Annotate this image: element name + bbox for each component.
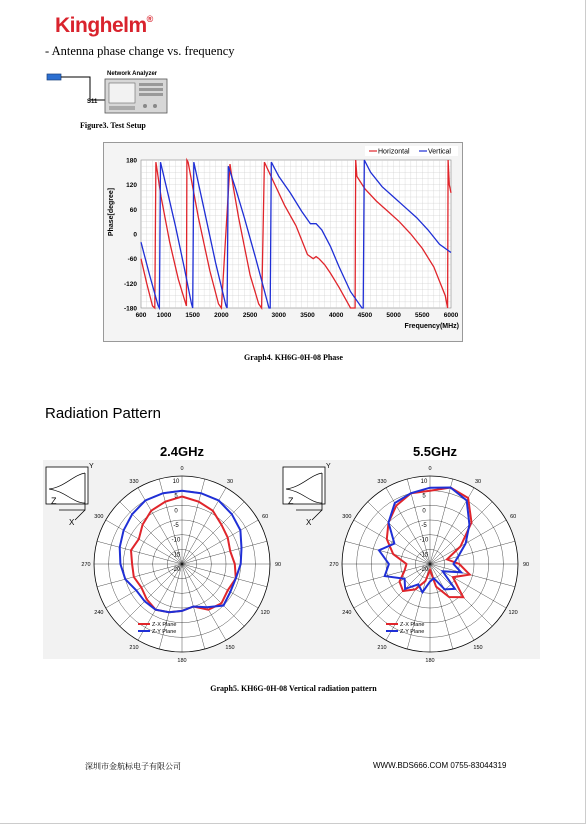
phase-legend <box>365 146 458 156</box>
radiation-title: Radiation Pattern <box>45 405 161 422</box>
figure3-caption: Figure3. Test Setup <box>80 121 146 130</box>
legend-horizontal: Horizontal <box>378 148 410 156</box>
polar-radial-tick: 0 <box>422 508 426 515</box>
polar-angle-tick: 240 <box>94 610 104 616</box>
phase-ytick: 0 <box>133 231 137 239</box>
polar-title-5-5: 5.5GHz <box>412 444 458 459</box>
phase-ylabel: Phase[degree] <box>108 187 115 237</box>
polar-legend-entry: Z-X Plane <box>152 622 177 628</box>
phase-xtick: 1000 <box>156 312 172 319</box>
phase-xtick: 1500 <box>185 312 200 319</box>
polar-radial-tick: 5 <box>174 493 178 500</box>
polar-angle-tick: 210 <box>377 645 387 652</box>
polar-angle-tick: 120 <box>260 610 270 616</box>
footer-contact: WWW.BDS666.COM 0755-83044319 <box>373 761 507 770</box>
port-label: S11 <box>87 99 98 105</box>
polar-radial-tick: -20 <box>171 567 181 573</box>
polar-angle-tick: 270 <box>81 562 91 568</box>
instrument-label: Network Analyzer <box>107 71 158 77</box>
polar-angle-tick: 300 <box>94 514 104 520</box>
polar-radial-tick: 10 <box>172 479 180 485</box>
radiation-panel <box>43 437 540 664</box>
polar-radial-tick: 10 <box>420 479 428 485</box>
polar-legend-entry: Z-Y Plane <box>152 629 177 635</box>
svg-text:X: X <box>69 518 75 527</box>
polar-angle-tick: 0 <box>180 466 184 472</box>
polar-angle-tick: 30 <box>226 478 234 485</box>
polar-angle-tick: 240 <box>342 610 352 616</box>
polar-angle-tick: 90 <box>522 562 530 568</box>
phase-ytick: 60 <box>129 206 137 214</box>
polar-radial-tick: -5 <box>173 523 179 529</box>
phase-xtick: 5000 <box>386 312 401 319</box>
phase-xtick: 3000 <box>271 312 287 319</box>
section-subtitle: - Antenna phase change vs. frequency <box>45 44 235 58</box>
polar-angle-tick: 0 <box>428 466 432 472</box>
phase-ytick: -120 <box>123 280 137 288</box>
phase-xtick: 3500 <box>300 312 315 319</box>
polar-radial-tick: 5 <box>422 493 426 500</box>
svg-text:X: X <box>306 518 312 527</box>
phase-ytick: 120 <box>126 182 137 190</box>
polar-angle-tick: 60 <box>262 514 269 520</box>
polar-title-2-4: 2.4GHz <box>159 444 205 459</box>
phase-ytick: 180 <box>126 157 137 165</box>
test-setup-figure <box>45 66 195 118</box>
polar-radial-tick: -10 <box>171 537 181 544</box>
phase-chart <box>103 142 463 342</box>
phase-xtick: 6000 <box>443 312 459 319</box>
phase-ytick: -60 <box>127 256 137 264</box>
svg-text:Y: Y <box>326 463 331 470</box>
footer-company: 深圳市金航标电子有限公司 <box>85 762 181 771</box>
graph5-caption: Graph5. KH6G-0H-08 Vertical radiation pattern <box>210 684 377 693</box>
polar-angle-tick: 150 <box>473 645 483 652</box>
polar-angle-tick: 330 <box>129 478 139 485</box>
polar-angle-tick: 180 <box>425 658 435 664</box>
polar-angle-tick: 210 <box>129 645 139 652</box>
phase-xtick: 4500 <box>357 312 373 319</box>
phase-xlabel: Frequency(MHz) <box>404 323 459 330</box>
phase-xtick: 4000 <box>328 312 344 319</box>
polar-angle-tick: 60 <box>510 514 517 520</box>
polar-radial-tick: -20 <box>419 567 429 573</box>
polar-angle-tick: 150 <box>225 645 235 652</box>
graph4-caption: Graph4. KH6G-0H-08 Phase <box>244 353 343 362</box>
svg-text:Z: Z <box>51 496 57 506</box>
polar-radial-tick: -10 <box>419 537 429 544</box>
phase-xtick: 2500 <box>242 312 258 319</box>
polar-radial-tick: -5 <box>421 523 427 529</box>
polar-angle-tick: 120 <box>508 610 518 616</box>
polar-angle-tick: 270 <box>329 562 339 568</box>
polar-radial-tick: -15 <box>419 552 429 559</box>
network-analyzer-icon <box>105 79 167 113</box>
phase-xtick: 600 <box>135 312 147 319</box>
polar-angle-tick: 180 <box>177 658 187 664</box>
polar-angle-tick: 90 <box>274 562 282 568</box>
phase-xtick: 2000 <box>214 312 229 319</box>
polar-radial-tick: 0 <box>174 508 178 515</box>
svg-text:Y: Y <box>89 463 94 470</box>
polar-radial-tick: -15 <box>171 552 181 559</box>
polar-legend-entry: Z-Y Plane <box>400 629 425 635</box>
phase-ytick: -180 <box>123 305 137 313</box>
polar-angle-tick: 330 <box>377 478 387 485</box>
polar-legend-entry: Z-X Plane <box>400 622 425 628</box>
polar-angle-tick: 30 <box>474 478 482 485</box>
phase-xtick: 5500 <box>415 312 430 319</box>
polar-angle-tick: 300 <box>342 514 352 520</box>
svg-text:Z: Z <box>288 496 294 506</box>
legend-vertical: Vertical <box>428 148 451 156</box>
kinghelm-logo: Kinghelm® <box>55 14 153 37</box>
antenna-icon <box>47 74 61 80</box>
